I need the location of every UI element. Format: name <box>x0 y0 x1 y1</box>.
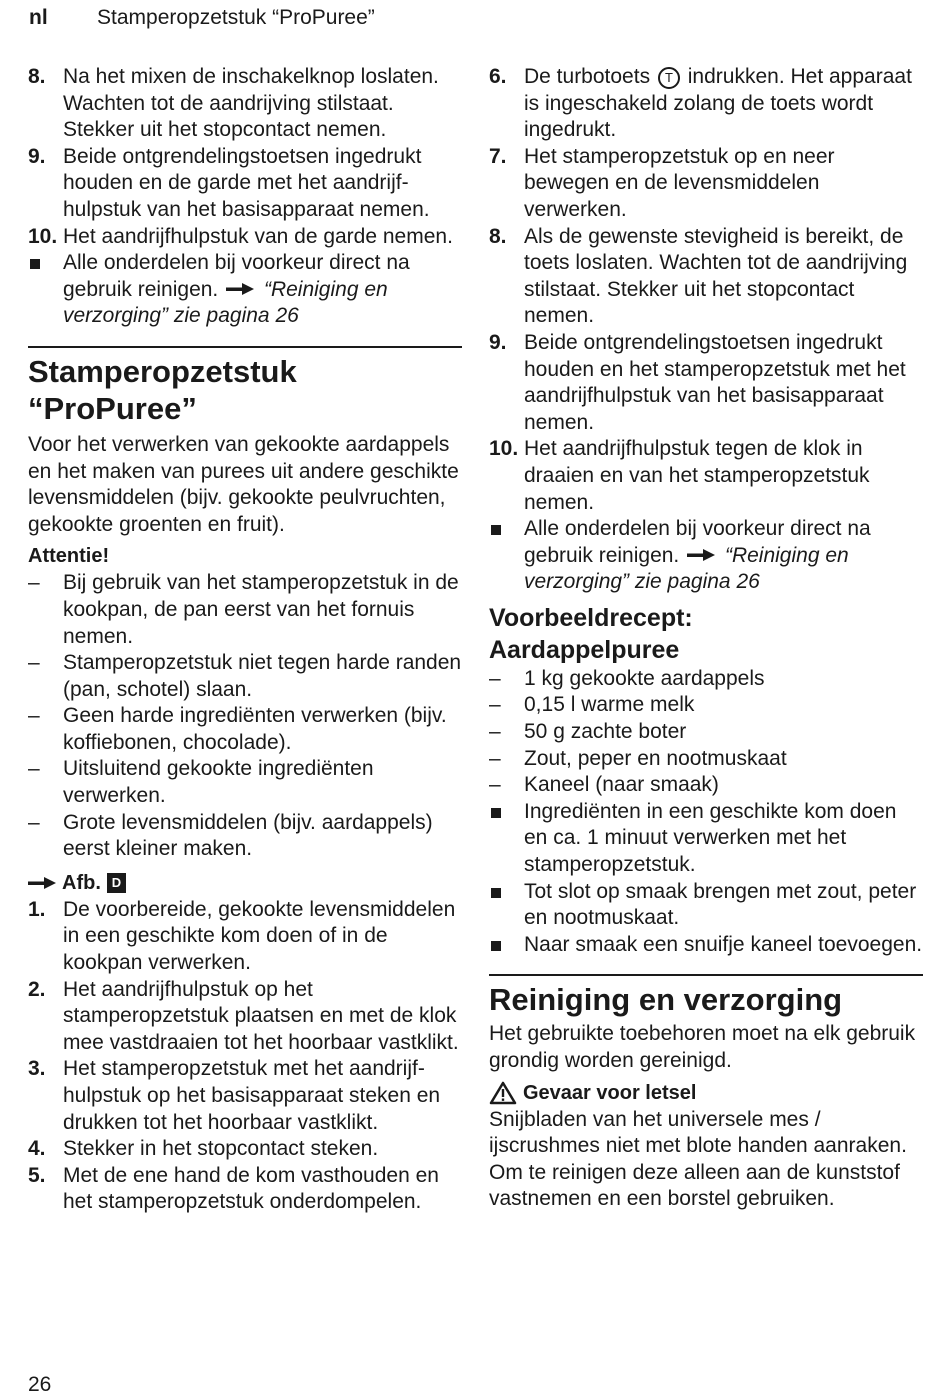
dash-bullet: – <box>28 651 40 675</box>
danger-label: Gevaar voor letsel <box>523 1081 697 1104</box>
recipe-step-text: Ingrediënten in een geschikte kom doen en ca. 1 minuut verwerken met het stamperopzetstuk. <box>524 799 897 877</box>
bullet-square-icon <box>489 799 524 879</box>
attention-text: Bij gebruik van het stamperopzetstuk in de kookpan, de pan eerst van het fornuis nemen. <box>63 571 459 648</box>
section-title-line-2: “ProPuree” <box>28 390 197 426</box>
step-number: 8. <box>28 65 46 88</box>
section-title <box>28 353 462 427</box>
step-text: Als de gewenste stevigheid is bereikt, de toets loslaten. Wachten tot de aandrijving stilstaat. Stekker uit het stopcontact nemen. <box>524 224 908 328</box>
dash-bullet: – <box>489 720 501 744</box>
dash-bullet: – <box>28 704 40 728</box>
intro-paragraph: Voor het verwerken van gekookte aardappels en het maken van purees uit andere geschikte levensmiddelen (bijv. gekookte peulvruchten, gekookte groenten en fruit). <box>28 432 459 536</box>
recipe-title <box>489 602 923 666</box>
list-item <box>28 250 462 330</box>
arrow-right-icon <box>687 549 715 561</box>
step-number: 3. <box>28 1057 46 1081</box>
figure-letter-badge: D <box>107 873 126 893</box>
dash-bullet: – <box>28 810 40 834</box>
list-item <box>489 224 923 330</box>
page-header <box>29 6 375 30</box>
step-number: 2. <box>28 977 46 1001</box>
step-text: De turbotoets <box>524 65 651 88</box>
recipe-step-text: Naar smaak een snuifje kaneel toevoegen. <box>524 932 923 956</box>
step-text: Na het mixen de inschakelknop loslaten. Wachten tot de aandrijving stilstaat. Stekker uit het stopcontact nemen. <box>63 65 439 142</box>
attention-text: Grote levensmiddelen (bijv. aardappels) eerst kleiner maken. <box>63 810 433 861</box>
turbo-button-icon: T <box>658 67 680 89</box>
list-item <box>28 1163 462 1216</box>
bullet-square-icon <box>489 516 524 596</box>
ingredient-text: 0,15 l warme melk <box>524 693 695 717</box>
list-item <box>489 144 923 224</box>
section-title: Reiniging en verzorging <box>489 982 843 1018</box>
ingredient-text: 1 kg gekookte aardappels <box>524 666 765 690</box>
step-number: 1. <box>28 897 46 921</box>
step-text: Beide ontgrendelingstoetsen ingedrukt houden en de garde met het aandrijfhulpstuk van het basisapparaat nemen. <box>63 144 430 221</box>
bullet-square-icon <box>489 932 524 959</box>
section-divider <box>28 346 462 348</box>
header-title: Stamperopzetstuk “ProPuree” <box>97 6 375 29</box>
list-item <box>489 666 923 693</box>
language-code: nl <box>29 6 48 29</box>
step-number: 7. <box>489 144 507 168</box>
recipe-title-line-1: Voorbeeldrecept: <box>489 603 693 632</box>
ingredient-text: Zout, peper en nootmuskaat <box>524 746 787 770</box>
dash-bullet: – <box>28 757 40 781</box>
list-item <box>489 932 923 959</box>
list-item <box>28 703 462 756</box>
danger-text: Snijbladen van het universele mes / ijscrushmes niet met blote handen aanraken. Om te reinigen deze alleen aan de kunststof vastnemen en een borstel gebruiken. <box>489 1107 907 1211</box>
list-item <box>489 436 923 516</box>
list-item <box>489 330 923 436</box>
list-item <box>489 879 923 932</box>
dash-bullet: – <box>28 571 40 595</box>
list-item <box>28 144 462 224</box>
step-number: 6. <box>489 65 507 88</box>
cross-reference-link[interactable]: “Reiniging en verzorging” zie pagina 26 <box>63 277 388 328</box>
step-number: 4. <box>28 1137 46 1161</box>
step-number: 10. <box>28 224 58 248</box>
step-text: Het aandrijfhulpstuk op het stamperopzetstuk plaatsen en met de klok mee vastdraaien tot het hoorbaar vastklikt. <box>63 977 459 1054</box>
attention-text: Geen harde ingrediënten verwerken (bijv. koffiebonen, chocolade). <box>63 704 447 754</box>
list-item <box>489 719 923 746</box>
figure-label: Afb. <box>62 871 101 894</box>
arrow-right-icon <box>28 877 56 889</box>
attention-text: Stamperopzetstuk niet tegen harde randen (pan, schotel) slaan. <box>63 651 462 701</box>
danger-heading <box>489 1079 923 1107</box>
list-item <box>489 692 923 719</box>
list-item <box>28 897 462 977</box>
list-item <box>489 772 923 799</box>
left-column <box>28 64 462 1216</box>
step-text: Stekker in het stopcontact steken. <box>63 1137 379 1161</box>
step-text: Met de ene hand de kom vasthouden en het stamperopzetstuk onderdompelen. <box>63 1163 439 1214</box>
right-column <box>489 64 923 1213</box>
recipe-step-text: Tot slot op smaak brengen met zout, peter en nootmuskaat. <box>524 879 917 930</box>
list-item <box>489 799 923 879</box>
arrow-right-icon <box>226 283 254 295</box>
list-item <box>28 810 462 863</box>
warning-triangle-icon <box>489 1081 517 1105</box>
dash-bullet: – <box>489 693 501 717</box>
list-item <box>28 1136 462 1163</box>
attention-text: Uitsluitend gekookte ingrediënten verwerken. <box>63 757 374 808</box>
dash-bullet: – <box>489 773 501 797</box>
list-item <box>489 746 923 773</box>
step-text: Het stamperopzetstuk met het aandrijfhulpstuk op het basisapparaat steken en drukken tot het hoorbaar vastklikt. <box>63 1057 441 1134</box>
list-item <box>28 570 462 650</box>
step-text: Het aandrijfhulpstuk van de garde nemen. <box>63 224 453 248</box>
list-item <box>28 1056 462 1136</box>
list-item <box>489 64 923 144</box>
ingredient-text: 50 g zachte boter <box>524 720 687 744</box>
step-number: 9. <box>28 144 46 168</box>
bullet-square-icon <box>28 250 63 330</box>
section-title-line-1: Stamperopzetstuk <box>28 353 297 389</box>
recipe-title-line-2: Aardappelpuree <box>489 635 680 664</box>
list-item <box>28 224 462 251</box>
section-divider <box>489 974 923 976</box>
step-number: 5. <box>28 1163 46 1187</box>
dash-bullet: – <box>489 746 501 770</box>
step-number: 9. <box>489 330 507 354</box>
list-item <box>28 977 462 1057</box>
ingredient-text: Kaneel (naar smaak) <box>524 773 719 797</box>
list-item <box>28 650 462 703</box>
figure-reference <box>28 869 462 897</box>
step-text: De voorbereide, gekookte levensmiddelen in een geschikte kom doen of in de kookpan verwerken. <box>63 897 456 975</box>
bullet-square-icon <box>489 879 524 932</box>
page-number: 26 <box>28 1373 52 1396</box>
step-number: 10. <box>489 437 519 461</box>
clean-note-text: Alle onderdelen bij voorkeur direct na gebruik reinigen. <box>524 517 871 567</box>
list-item <box>28 64 462 144</box>
clean-note-text: Alle onderdelen bij voorkeur direct na gebruik reinigen. <box>63 251 410 301</box>
step-text: Beide ontgrendelingstoetsen ingedrukt houden en het stamperopzetstuk met het aandrijfhulpstuk van het basisapparaat nemen. <box>524 330 906 434</box>
step-text: Het stamperopzetstuk op en neer bewegen en de levensmiddelen verwerken. <box>524 144 835 221</box>
cross-reference-link[interactable]: “Reiniging en verzorging” zie pagina 26 <box>524 543 849 594</box>
step-text: indrukken. Het apparaat is ingeschakeld zolang de toets wordt ingedrukt. <box>524 65 912 142</box>
dash-bullet: – <box>489 666 501 690</box>
attention-heading: Attentie! <box>28 545 110 568</box>
step-number: 8. <box>489 224 507 248</box>
cleaning-intro: Het gebruikte toebehoren moet na elk gebruik grondig worden gereinigd. <box>489 1022 916 1072</box>
step-text: Het aandrijfhulpstuk tegen de klok in draaien en van het stamperopzetstuk nemen. <box>524 437 870 514</box>
list-item <box>28 756 462 809</box>
list-item <box>489 516 923 596</box>
